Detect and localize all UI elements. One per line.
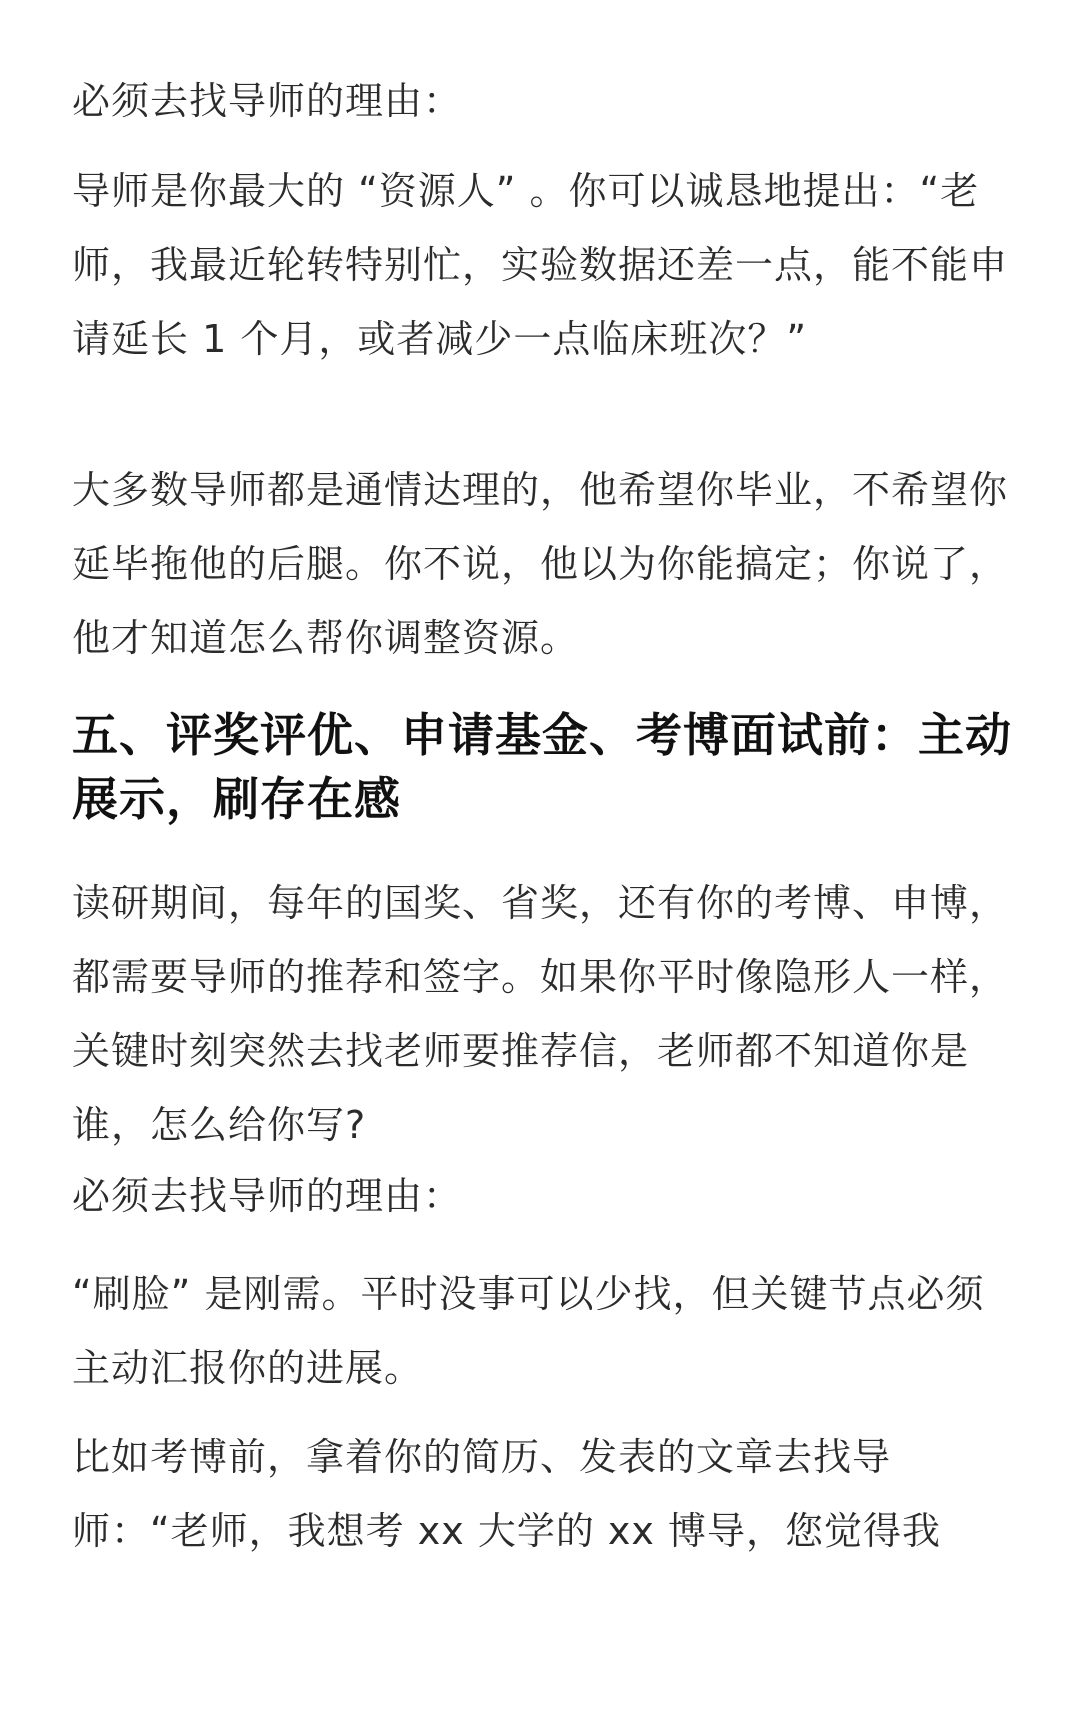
paragraph-reason-heading-2: 必须去找导师的理由： [72,1174,463,1218]
paragraph-face-time: “刷脸” 是刚需。平时没事可以少找，但关键节点必须主动汇报你的进展。 [72,1272,985,1390]
paragraph-advisor-understanding: 大多数导师都是通情达理的，他希望你毕业，不希望你延毕拖他的后腿。你不说，他以为你能搞定；你说了，他才知道怎么帮你调整资源。 [72,468,1009,660]
paragraph-resource-person: 导师是你最大的 “资源人” 。你可以诚恳地提出：“老师，我最近轮转特别忙，实验数据还差一点，能不能申请延长 1 个月，或者减少一点临床班次？” [72,169,1009,361]
section-heading-five: 五、评奖评优、申请基金、考博面试前：主动展示，刷存在感 [72,708,1012,826]
paragraph-phd-example: 比如考博前，拿着你的简历、发表的文章去找导师：“老师，我想考 xx 大学的 xx 博导，您觉得我 [72,1435,941,1553]
paragraph-awards-recommendation: 读研期间，每年的国奖、省奖，还有你的考博、申博，都需要导师的推荐和签字。如果你平时像隐形人一样，关键时刻突然去找老师要推荐信，老师都不知道你是谁，怎么给你写? [72,881,1009,1147]
paragraph-reason-heading-1: 必须去找导师的理由： [72,79,463,123]
